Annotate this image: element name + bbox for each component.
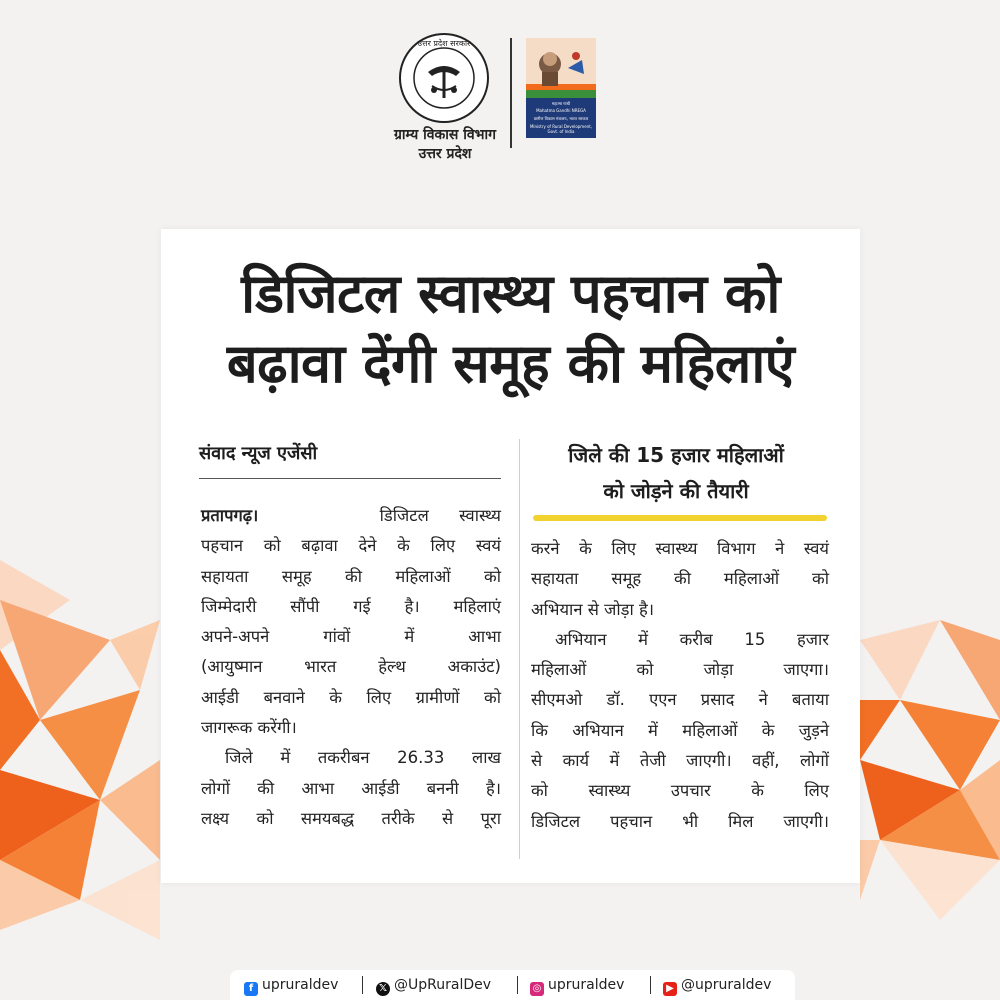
instagram-handle: upruraldev bbox=[548, 977, 625, 993]
department-name bbox=[370, 126, 520, 164]
text-line: पहचान को बढ़ावा देने के लिए स्वयं bbox=[201, 536, 501, 556]
column-divider bbox=[519, 439, 520, 859]
social-separator bbox=[650, 976, 651, 994]
text-line: को स्वास्थ्य उपचार के लिए bbox=[531, 781, 829, 801]
highlight-rule bbox=[533, 515, 827, 521]
text-line: लक्ष्य को समयबद्ध तरीके से पूरा bbox=[201, 808, 501, 828]
header bbox=[0, 28, 1000, 162]
x-icon: 𝕏 bbox=[376, 982, 390, 996]
text-line: सहायता समूह की महिलाओं को bbox=[531, 569, 829, 589]
headline-line-2: बढ़ावा देंगी समूह की महिलाएं bbox=[226, 332, 795, 395]
mgnrega-caption bbox=[526, 98, 596, 138]
department-line-2: उत्तर प्रदेश bbox=[418, 146, 472, 162]
subheadline-line-1: जिले की 15 हजार महिलाओं bbox=[568, 443, 784, 467]
headline-line-1: डिजिटल स्वास्थ्य पहचान को bbox=[241, 262, 780, 325]
social-facebook[interactable] bbox=[244, 976, 338, 994]
social-bar bbox=[230, 970, 795, 1000]
subheadline bbox=[526, 437, 826, 509]
text-line: जागरूक करेंगी। bbox=[201, 718, 297, 738]
mgnrega-line-4: Ministry of Rural Development, Govt. of India bbox=[529, 124, 593, 134]
article-column-right bbox=[531, 534, 829, 837]
x-handle: @UpRuralDev bbox=[394, 977, 492, 993]
byline: संवाद न्यूज एजेंसी bbox=[199, 443, 318, 464]
header-divider bbox=[510, 38, 512, 148]
social-separator bbox=[517, 976, 518, 994]
mgnrega-logo bbox=[526, 38, 596, 138]
text-line: महिलाओं को जोड़ा जाएगा। bbox=[531, 660, 829, 680]
text-line-span: डिजिटल स्वास्थ्य bbox=[379, 506, 501, 525]
text-line: अपने-अपने गांवों में आभा bbox=[201, 627, 501, 647]
headline bbox=[161, 259, 860, 399]
instagram-icon: ◎ bbox=[530, 982, 544, 996]
social-separator bbox=[362, 976, 363, 994]
text-line: डिजिटल पहचान भी मिल जाएगी। bbox=[531, 811, 829, 831]
text-line: लोगों की आभा आईडी बननी है। bbox=[201, 778, 501, 798]
text-line: आईडी बनवाने के लिए ग्रामीणों को bbox=[201, 687, 501, 707]
mgnrega-line-1: महात्मा गांधी bbox=[551, 101, 571, 106]
social-youtube[interactable] bbox=[663, 976, 771, 994]
mgnrega-line-3: ग्रामीण विकास मंत्रालय, भारत सरकार bbox=[533, 116, 589, 121]
text-line: से कार्य में तेजी जाएगी। वहीं, लोगों bbox=[531, 751, 829, 771]
facebook-handle: upruraldev bbox=[262, 977, 339, 993]
text-line bbox=[201, 501, 501, 531]
byline-rule bbox=[199, 478, 501, 479]
dateline-place: प्रतापगढ़। bbox=[201, 506, 259, 525]
text-line: जिले में तकरीबन 26.33 लाख bbox=[225, 748, 501, 768]
youtube-handle: @upruraldev bbox=[681, 977, 772, 993]
text-line: अभियान में करीब 15 हजार bbox=[555, 629, 829, 649]
youtube-icon: ▶ bbox=[663, 982, 677, 996]
text-line: (आयुष्मान भारत हेल्थ अकाउंट) bbox=[201, 657, 501, 677]
department-line-1: ग्राम्य विकास विभाग bbox=[394, 127, 496, 143]
text-line: जिम्मेदारी सौंपी गई है। महिलाएं bbox=[201, 596, 501, 616]
subheadline-line-2: को जोड़ने की तैयारी bbox=[603, 479, 749, 503]
mgnrega-line-2: Mahatma Gandhi NREGA bbox=[536, 108, 586, 113]
text-line: सहायता समूह की महिलाओं को bbox=[201, 566, 501, 586]
text-line: करने के लिए स्वास्थ्य विभाग ने स्वयं bbox=[531, 539, 829, 558]
article-column-left bbox=[201, 501, 501, 834]
text-line: कि अभियान में महिलाओं के जुड़ने bbox=[531, 720, 829, 740]
text-line: अभियान से जोड़ा है। bbox=[531, 599, 655, 619]
up-government-emblem-icon bbox=[398, 32, 490, 124]
social-instagram[interactable] bbox=[530, 976, 624, 994]
emblem-text: उत्तर प्रदेश सरकार bbox=[417, 39, 471, 48]
facebook-icon: f bbox=[244, 982, 258, 996]
social-x[interactable] bbox=[376, 976, 491, 994]
newspaper-clipping bbox=[161, 229, 860, 883]
text-line: सीएमओ डॉ. एएन प्रसाद ने बताया bbox=[531, 690, 829, 710]
